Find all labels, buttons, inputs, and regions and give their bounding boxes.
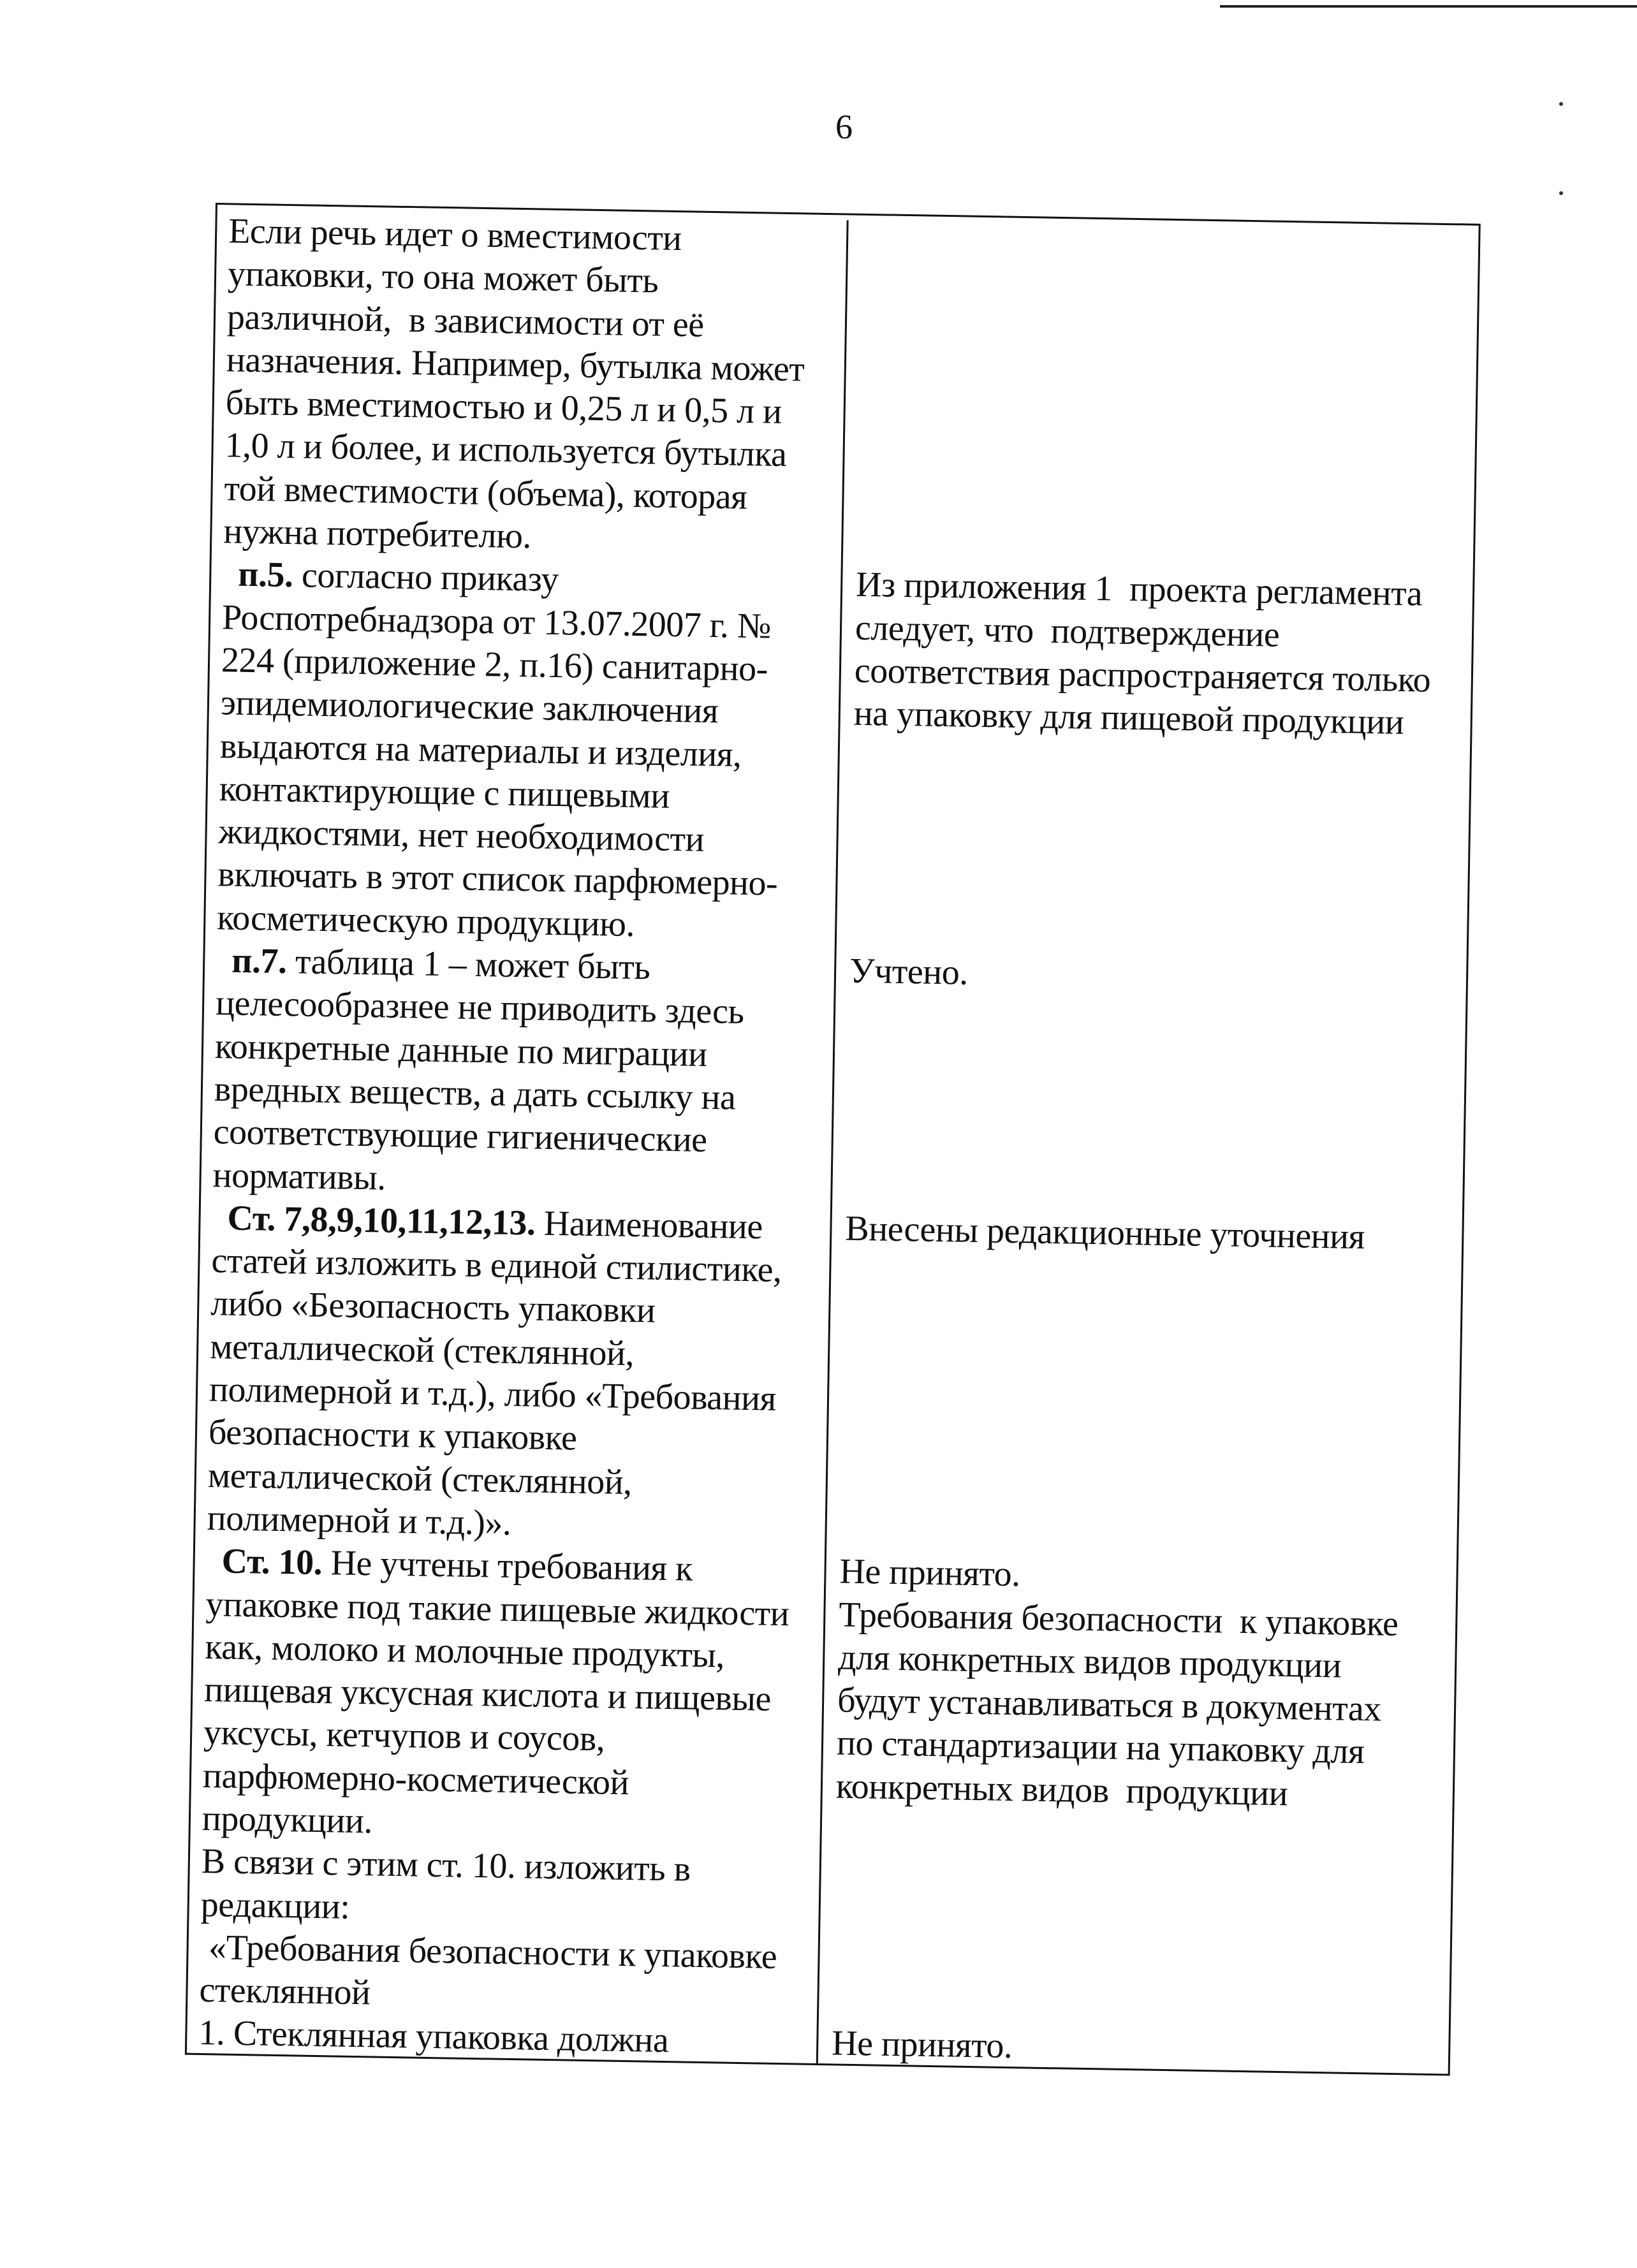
response-line: на упаковку для пищевой продукции bbox=[853, 693, 1404, 743]
remark-text: полимерной и т.д.), либо «Требования bbox=[209, 1370, 777, 1419]
remark-text: вредных веществ, а дать ссылку на bbox=[214, 1069, 736, 1118]
clause-reference: Ст. 10. bbox=[221, 1541, 323, 1583]
remark-text: «Требования безопасности к упаковке bbox=[200, 1927, 777, 1977]
remark-text: 1,0 л и более, и используется бутылка bbox=[224, 425, 787, 475]
page-number: 6 bbox=[835, 108, 853, 146]
remark-text: целесообразнее не приводить здесь bbox=[215, 983, 745, 1032]
response-line: Не принято. bbox=[831, 2023, 1013, 2067]
remark-text: нужна потребителю. bbox=[223, 511, 532, 557]
response-line: Требования безопасности к упаковке bbox=[838, 1595, 1398, 1644]
remark-text: безопасности к упаковке bbox=[208, 1412, 577, 1458]
remark-text: соответствующие гигиенические bbox=[213, 1112, 708, 1160]
remark-text: пищевая уксусная кислота и пищевые bbox=[203, 1670, 772, 1719]
response-line: Внесены редакционные уточнения bbox=[844, 1208, 1365, 1257]
remark-text: эпидемиологические заключения bbox=[220, 683, 719, 731]
remark-text: различной, в зависимости от её bbox=[226, 296, 705, 345]
clause-reference: п.5. bbox=[237, 555, 294, 596]
remark-text: либо «Безопасность упаковки bbox=[210, 1284, 656, 1331]
remarks-column bbox=[187, 210, 849, 2063]
remark-text: согласно приказу bbox=[293, 555, 559, 600]
response-line: для конкретных видов продукции bbox=[837, 1637, 1342, 1686]
remark-text: металлической (стеклянной, bbox=[207, 1455, 633, 1502]
response-line: конкретных видов продукции bbox=[835, 1766, 1288, 1813]
remark-text: включать в этот список парфюмерно- bbox=[217, 854, 778, 904]
clause-reference: Ст. 7,8,9,10,11,12,13. bbox=[227, 1198, 536, 1243]
response-line: будут устанавливаться в документах bbox=[837, 1680, 1382, 1729]
remark-text: Если речь идет о вместимости bbox=[228, 211, 682, 259]
remark-text: стеклянной bbox=[199, 1970, 371, 2013]
responses-column bbox=[820, 221, 1479, 2074]
remark-text: Роспотребнадзора от 13.07.2007 г. № bbox=[221, 597, 772, 647]
remark-text: парфюмерно-косметической bbox=[202, 1755, 629, 1803]
remark-text: продукции. bbox=[202, 1798, 373, 1841]
remark-text: полимерной и т.д.)». bbox=[207, 1498, 511, 1543]
clause-reference: п.7. bbox=[231, 940, 288, 982]
remark-text: металлической (стеклянной, bbox=[209, 1326, 635, 1373]
remark-text: 1. Стеклянная упаковка должна bbox=[198, 2013, 669, 2061]
remark-text: упаковки, то она может быть bbox=[227, 254, 659, 301]
remark-text: нормативы. bbox=[212, 1155, 386, 1198]
response-line: Из приложения 1 проекта регламента bbox=[855, 565, 1423, 614]
remark-text: статей изложить в единой стилистике, bbox=[210, 1241, 782, 1291]
remark-text: контактирующие с пищевыми bbox=[219, 769, 670, 816]
remark-text: быть вместимостью и 0,25 л и 0,5 л и bbox=[225, 383, 782, 432]
response-line: по стандартизации на упаковку для bbox=[836, 1723, 1365, 1772]
comments-table bbox=[185, 203, 1481, 2075]
response-line: Не принято. bbox=[839, 1551, 1021, 1595]
remark-text: упаковке под такие пищевые жидкости bbox=[205, 1584, 789, 1634]
remark-text: выдаются на материалы и изделия, bbox=[219, 726, 742, 775]
response-line: соответствия распространяется только bbox=[854, 650, 1431, 700]
response-line: Учтено. bbox=[849, 951, 969, 993]
remark-text: Не учтены требования к bbox=[321, 1543, 693, 1589]
remark-text: уксусы, кетчупов и соусов, bbox=[203, 1713, 605, 1759]
remark-text: редакции: bbox=[200, 1884, 350, 1927]
remark-text: как, молоко и молочные продукты, bbox=[204, 1627, 725, 1676]
scan-edge-line bbox=[1220, 5, 1637, 8]
remark-text: В связи с этим ст. 10. изложить в bbox=[201, 1841, 691, 1889]
remark-text: Наименование bbox=[534, 1203, 763, 1247]
remark-text: той вместимости (объема), которая bbox=[224, 469, 747, 517]
remark-text: таблица 1 – может быть bbox=[286, 942, 650, 988]
remark-text: конкретные данные по миграции bbox=[214, 1026, 708, 1074]
remark-text: жидкостями, нет необходимости bbox=[218, 812, 705, 860]
remark-text: косметическую продукцию. bbox=[216, 897, 635, 944]
remark-text: назначения. Например, бутылка может bbox=[226, 340, 805, 390]
scan-speck bbox=[1559, 102, 1563, 106]
remark-text: 224 (приложение 2, п.16) санитарно- bbox=[221, 640, 768, 689]
scan-speck bbox=[1559, 191, 1563, 195]
response-line: следует, что подтверждение bbox=[855, 608, 1280, 655]
